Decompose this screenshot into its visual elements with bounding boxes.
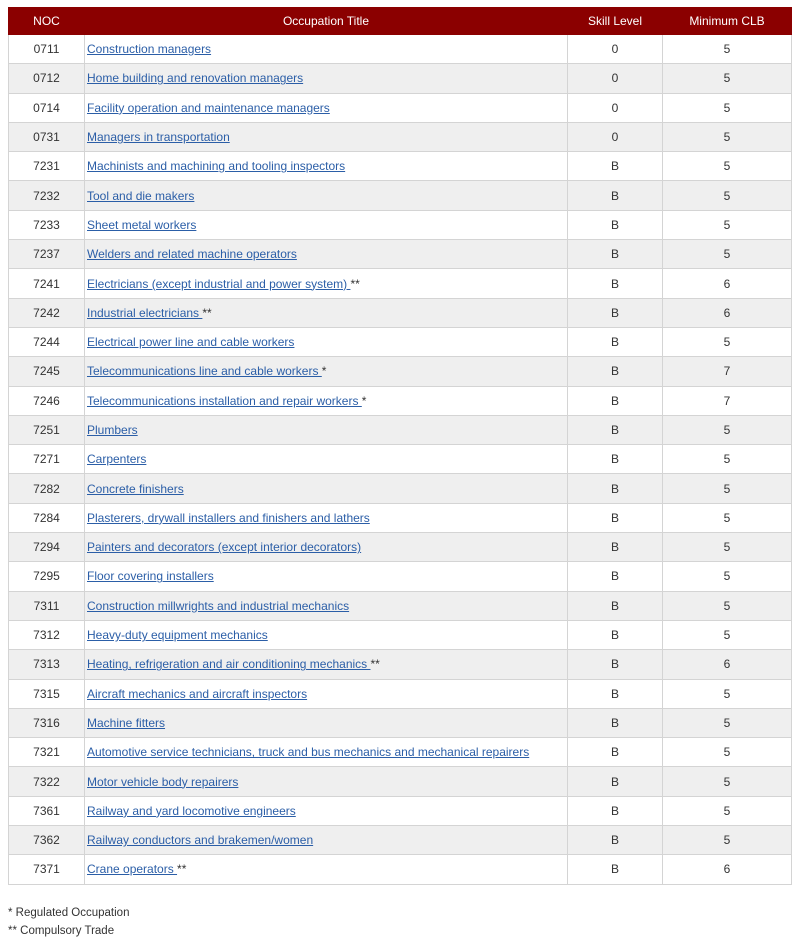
table-row (9, 152, 792, 181)
occupation-title-cell (85, 503, 568, 532)
occupation-link[interactable]: Electrical power line and cable workers (87, 335, 295, 350)
footnote-marker: ** (177, 862, 187, 877)
table-row (9, 298, 792, 327)
skill-level: B (568, 796, 663, 825)
occupation-link[interactable]: Welders and related machine operators (87, 247, 297, 262)
header-row (9, 8, 792, 35)
noc-code: 7295 (9, 562, 85, 591)
noc-code: 7233 (9, 210, 85, 239)
occupation-title-cell (85, 181, 568, 210)
minimum-clb: 5 (663, 620, 792, 649)
occupation-link[interactable]: Aircraft mechanics and aircraft inspectors (87, 686, 308, 701)
noc-code: 7321 (9, 738, 85, 767)
noc-code: 7371 (9, 855, 85, 884)
header-skill-level[interactable]: Skill Level (568, 8, 663, 35)
minimum-clb: 5 (663, 767, 792, 796)
minimum-clb: 5 (663, 445, 792, 474)
table-row (9, 327, 792, 356)
footnote-marker: ** (350, 276, 360, 291)
skill-level: 0 (568, 35, 663, 64)
skill-level: B (568, 767, 663, 796)
noc-code: 7282 (9, 474, 85, 503)
table-row (9, 445, 792, 474)
skill-level: B (568, 210, 663, 239)
skill-level: B (568, 327, 663, 356)
table-row (9, 708, 792, 737)
noc-code: 7244 (9, 327, 85, 356)
skill-level: B (568, 181, 663, 210)
minimum-clb: 5 (663, 738, 792, 767)
occupation-title-cell (85, 152, 568, 181)
table-row (9, 679, 792, 708)
skill-level: B (568, 474, 663, 503)
noc-code: 7322 (9, 767, 85, 796)
minimum-clb: 6 (663, 855, 792, 884)
table-row (9, 533, 792, 562)
minimum-clb: 5 (663, 210, 792, 239)
skill-level: B (568, 650, 663, 679)
occupation-title-cell (85, 679, 568, 708)
minimum-clb: 5 (663, 533, 792, 562)
occupation-title-cell (85, 386, 568, 415)
table-row (9, 796, 792, 825)
footnote-marker: * (321, 364, 327, 379)
minimum-clb: 5 (663, 562, 792, 591)
minimum-clb: 5 (663, 591, 792, 620)
occupation-link[interactable]: Heating, refrigeration and air conditioning mechanics (87, 657, 371, 672)
noc-code: 7245 (9, 357, 85, 386)
noc-code: 7362 (9, 826, 85, 855)
minimum-clb: 5 (663, 35, 792, 64)
noc-code: 7313 (9, 650, 85, 679)
table-row (9, 826, 792, 855)
occupation-title-cell (85, 122, 568, 151)
table-row (9, 474, 792, 503)
occupation-link[interactable]: Crane operators (87, 862, 178, 877)
table-row (9, 386, 792, 415)
skill-level: B (568, 152, 663, 181)
occupation-link[interactable]: Motor vehicle body repairers (87, 774, 239, 789)
occupation-title-cell (85, 445, 568, 474)
minimum-clb: 5 (663, 64, 792, 93)
table-row (9, 650, 792, 679)
table-row (9, 240, 792, 269)
noc-code: 7312 (9, 620, 85, 649)
minimum-clb: 5 (663, 181, 792, 210)
noc-code: 7361 (9, 796, 85, 825)
noc-code: 7231 (9, 152, 85, 181)
occupation-title-cell (85, 269, 568, 298)
occupation-title-cell (85, 210, 568, 239)
occupation-title-cell (85, 415, 568, 444)
skill-level: B (568, 591, 663, 620)
table-row (9, 93, 792, 122)
occupation-link[interactable]: Railway conductors and brakemen/women (87, 833, 314, 848)
occupation-link[interactable]: Construction managers (87, 42, 212, 57)
header-noc[interactable]: NOC (9, 8, 85, 35)
noc-code: 0731 (9, 122, 85, 151)
occupation-link[interactable]: Plasterers, drywall installers and finishers and lathers (87, 510, 370, 525)
occupation-title-cell (85, 591, 568, 620)
minimum-clb: 5 (663, 474, 792, 503)
occupation-link[interactable]: Construction millwrights and industrial mechanics (87, 598, 350, 613)
table-row (9, 415, 792, 444)
occupation-link[interactable]: Managers in transportation (87, 130, 230, 145)
noc-code: 7311 (9, 591, 85, 620)
occupation-link[interactable]: Industrial electricians (87, 305, 203, 320)
occupation-title-cell (85, 327, 568, 356)
noc-code: 7242 (9, 298, 85, 327)
occupation-title-cell (85, 64, 568, 93)
skill-level: B (568, 240, 663, 269)
minimum-clb: 5 (663, 679, 792, 708)
minimum-clb: 5 (663, 826, 792, 855)
header-minimum-clb[interactable]: Minimum CLB (663, 8, 792, 35)
occupation-title-cell (85, 35, 568, 64)
minimum-clb: 5 (663, 152, 792, 181)
skill-level: B (568, 298, 663, 327)
table-row (9, 35, 792, 64)
occupation-link[interactable]: Facility operation and maintenance managers (87, 100, 330, 115)
occupation-title-cell (85, 474, 568, 503)
occupation-title-cell (85, 796, 568, 825)
noc-code: 7271 (9, 445, 85, 474)
noc-code: 7251 (9, 415, 85, 444)
table-row (9, 181, 792, 210)
occupation-link[interactable]: Telecommunications line and cable workers (87, 364, 322, 379)
skill-level: B (568, 533, 663, 562)
occupation-title-cell (85, 650, 568, 679)
table-header (9, 8, 792, 35)
occupation-title-cell (85, 855, 568, 884)
occupation-title-cell (85, 298, 568, 327)
skill-level: B (568, 415, 663, 444)
skill-level: B (568, 620, 663, 649)
table-row (9, 210, 792, 239)
occupation-link[interactable]: Machine fitters (87, 715, 166, 730)
header-occupation-title[interactable]: Occupation Title (85, 8, 568, 35)
occupation-link[interactable]: Plumbers (87, 423, 138, 437)
occupation-link[interactable]: Carpenters (87, 452, 147, 467)
occupation-title-cell (85, 240, 568, 269)
minimum-clb: 5 (663, 796, 792, 825)
table-row (9, 64, 792, 93)
skill-level: B (568, 445, 663, 474)
table-row (9, 591, 792, 620)
table-row (9, 855, 792, 884)
footnote-regulated: * Regulated Occupation (8, 907, 130, 919)
footnote-marker: * (361, 393, 367, 408)
minimum-clb: 5 (663, 327, 792, 356)
occupation-link[interactable]: Automotive service technicians, truck and bus mechanics and mechanical repairers (87, 745, 530, 760)
skill-level: B (568, 855, 663, 884)
occupation-link[interactable]: Concrete finishers (87, 481, 184, 496)
skill-level: B (568, 386, 663, 415)
occupation-title-cell (85, 826, 568, 855)
occupation-link[interactable]: Telecommunications installation and repair workers (87, 393, 362, 408)
noc-code: 7241 (9, 269, 85, 298)
footnote-compulsory: ** Compulsory Trade (8, 925, 115, 937)
skill-level: 0 (568, 93, 663, 122)
noc-code: 7232 (9, 181, 85, 210)
footnotes (8, 904, 129, 940)
skill-level: B (568, 738, 663, 767)
occupation-title-cell (85, 708, 568, 737)
minimum-clb: 5 (663, 122, 792, 151)
skill-level: B (568, 357, 663, 386)
table-row (9, 269, 792, 298)
occupation-title-cell (85, 357, 568, 386)
footnote-marker: ** (202, 305, 212, 320)
noc-code: 7315 (9, 679, 85, 708)
occupation-title-cell (85, 738, 568, 767)
noc-code: 7284 (9, 503, 85, 532)
occupation-title-cell (85, 93, 568, 122)
noc-code: 7246 (9, 386, 85, 415)
skill-level: B (568, 269, 663, 298)
minimum-clb: 6 (663, 650, 792, 679)
table-row (9, 122, 792, 151)
occupation-link[interactable]: Sheet metal workers (87, 217, 197, 232)
table-row (9, 562, 792, 591)
occupation-link[interactable]: Floor covering installers (87, 569, 214, 584)
occupation-title-cell (85, 620, 568, 649)
occupation-link[interactable]: Electricians (except industrial and power system) (87, 276, 351, 291)
occupation-title-cell (85, 767, 568, 796)
skill-level: B (568, 503, 663, 532)
table-row (9, 357, 792, 386)
table-row (9, 620, 792, 649)
footnote-marker: ** (370, 657, 380, 672)
noc-code: 7237 (9, 240, 85, 269)
table-row (9, 503, 792, 532)
minimum-clb: 7 (663, 386, 792, 415)
table-row (9, 767, 792, 796)
noc-code: 0714 (9, 93, 85, 122)
minimum-clb: 5 (663, 708, 792, 737)
occupation-link[interactable]: Tool and die makers (87, 188, 195, 203)
occupation-link[interactable]: Home building and renovation managers (87, 71, 304, 86)
occupation-table (8, 7, 792, 885)
occupation-link[interactable]: Machinists and machining and tooling inspectors (87, 159, 346, 174)
occupation-link[interactable]: Railway and yard locomotive engineers (87, 803, 296, 818)
noc-code: 0712 (9, 64, 85, 93)
skill-level: B (568, 562, 663, 591)
skill-level: 0 (568, 122, 663, 151)
skill-level: B (568, 826, 663, 855)
noc-code: 7294 (9, 533, 85, 562)
minimum-clb: 5 (663, 415, 792, 444)
table-row (9, 738, 792, 767)
minimum-clb: 7 (663, 357, 792, 386)
occupation-link[interactable]: Heavy-duty equipment mechanics (87, 628, 268, 643)
minimum-clb: 5 (663, 503, 792, 532)
occupation-title-cell (85, 562, 568, 591)
minimum-clb: 5 (663, 93, 792, 122)
skill-level: B (568, 679, 663, 708)
minimum-clb: 6 (663, 298, 792, 327)
skill-level: 0 (568, 64, 663, 93)
occupation-title-cell (85, 533, 568, 562)
noc-code: 0711 (9, 35, 85, 64)
occupation-link[interactable]: Painters and decorators (except interior decorators) (87, 540, 362, 555)
skill-level: B (568, 708, 663, 737)
minimum-clb: 6 (663, 269, 792, 298)
minimum-clb: 5 (663, 240, 792, 269)
noc-code: 7316 (9, 708, 85, 737)
table-body (9, 35, 792, 885)
